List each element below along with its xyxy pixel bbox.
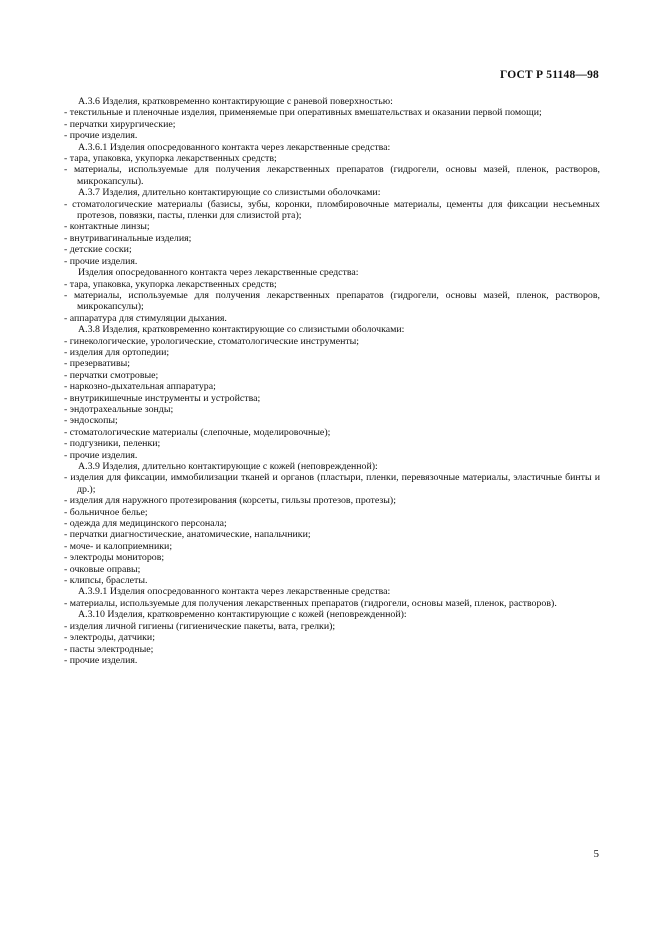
section-paragraph: A.3.9.1 Изделия опосредованного контакта через лекарственные средства: (78, 586, 391, 598)
list-item: - эндотрахеальные зонды; (64, 403, 174, 415)
list-item: - внутривагинальные изделия; (64, 232, 192, 244)
list-item: - изделия для ортопедии; (64, 346, 170, 358)
section-paragraph: Изделия опосредованного контакта через лекарственные средства: (78, 267, 359, 279)
list-item: - текстильные и пленочные изделия, применяемые при оперативных вмешательствах и оказании первой помощи; (64, 107, 542, 119)
section-paragraph: A.3.8 Изделия, кратковременно контактирующие со слизистыми оболочками: (78, 324, 405, 336)
list-item: - перчатки диагностические, анатомические, напальчники; (64, 529, 311, 541)
list-item: - пасты электродные; (64, 643, 154, 655)
section-paragraph: A.3.6.1 Изделия опосредованного контакта через лекарственные средства: (78, 141, 391, 153)
list-item: - изделия для наружного протезирования (корсеты, гильзы протезов, протезы); (64, 495, 396, 507)
list-item: - подгузники, пеленки; (64, 438, 161, 450)
section-paragraph: A.3.6 Изделия, кратковременно контактирующие с раневой поверхностью: (78, 96, 393, 107)
list-item: - электроды, датчики; (64, 632, 155, 644)
list-item: - эндоскопы; (64, 415, 118, 427)
list-item: - моче- и калоприемники; (64, 540, 173, 552)
list-item: - прочие изделия. (64, 130, 138, 142)
list-item: - презервативы; (64, 358, 131, 370)
document-code: ГОСТ Р 51148—98 (500, 69, 599, 81)
list-item: - внутрикишечные инструменты и устройства; (64, 392, 261, 404)
list-item: - материалы, используемые для получения лекарственных препаратов (гидрогели, основы мазей, пленок, растворов). (64, 597, 557, 609)
list-item: - перчатки смотровые; (64, 369, 159, 381)
list-item: - изделия для фиксации, иммобилизации тканей и органов (пластыри, пленки, перевязочные материалы, эластичные бинты и др.); (64, 472, 600, 495)
list-item: - наркозно-дыхательная аппаратура; (64, 381, 216, 393)
list-item: - изделия личной гигиены (гигиенические пакеты, вата, грелки); (64, 620, 336, 632)
list-item: - материалы, используемые для получения лекарственных препаратов (гидрогели, основы мазей, пленок, растворов, микрокапсулы). (64, 164, 600, 187)
list-item: - электроды мониторов; (64, 552, 165, 564)
list-item: - контактные линзы; (64, 221, 150, 233)
list-item: - прочие изделия. (64, 255, 138, 267)
list-item: - аппаратура для стимуляции дыхания. (64, 312, 227, 324)
list-item: - тара, упаковка, укупорка лекарственных средств; (64, 278, 277, 290)
page-number: 5 (593, 848, 599, 860)
list-item: - детские соски; (64, 244, 132, 256)
section-paragraph: A.3.10 Изделия, кратковременно контактирующие с кожей (неповрежденной): (78, 609, 407, 621)
list-item: - стоматологические материалы (базисы, зубы, коронки, пломбировочные материалы, цементы для фиксации несъемных протезов, повязки, пасты, пленки для слизистой рта); (64, 198, 600, 222)
list-item: - очковые оправы; (64, 563, 141, 575)
section-paragraph: A.3.7 Изделия, длительно контактирующие со слизистыми оболочками: (78, 187, 381, 199)
list-item: - больничное белье; (64, 506, 148, 518)
list-item: - прочие изделия. (64, 654, 138, 666)
list-item: - перчатки хирургические; (64, 118, 176, 130)
section-paragraph: A.3.9 Изделия, длительно контактирующие с кожей (неповрежденной): (78, 461, 378, 472)
list-item: - прочие изделия. (64, 449, 138, 461)
list-item: - клипсы, браслеты. (64, 575, 148, 587)
list-item: - стоматологические материалы (слепочные, моделировочные); (64, 426, 331, 438)
list-item: - одежда для медицинского персонала; (64, 518, 227, 530)
list-item: - тара, упаковка, укупорка лекарственных средств; (64, 153, 277, 165)
list-item: - материалы, используемые для получения лекарственных препаратов (гидрогели, основы мазей, пленок, растворов, микрокапсулы); (64, 289, 600, 313)
list-item: - гинекологические, урологические, стоматологические инструменты; (64, 335, 360, 347)
document-body (62, 96, 600, 666)
